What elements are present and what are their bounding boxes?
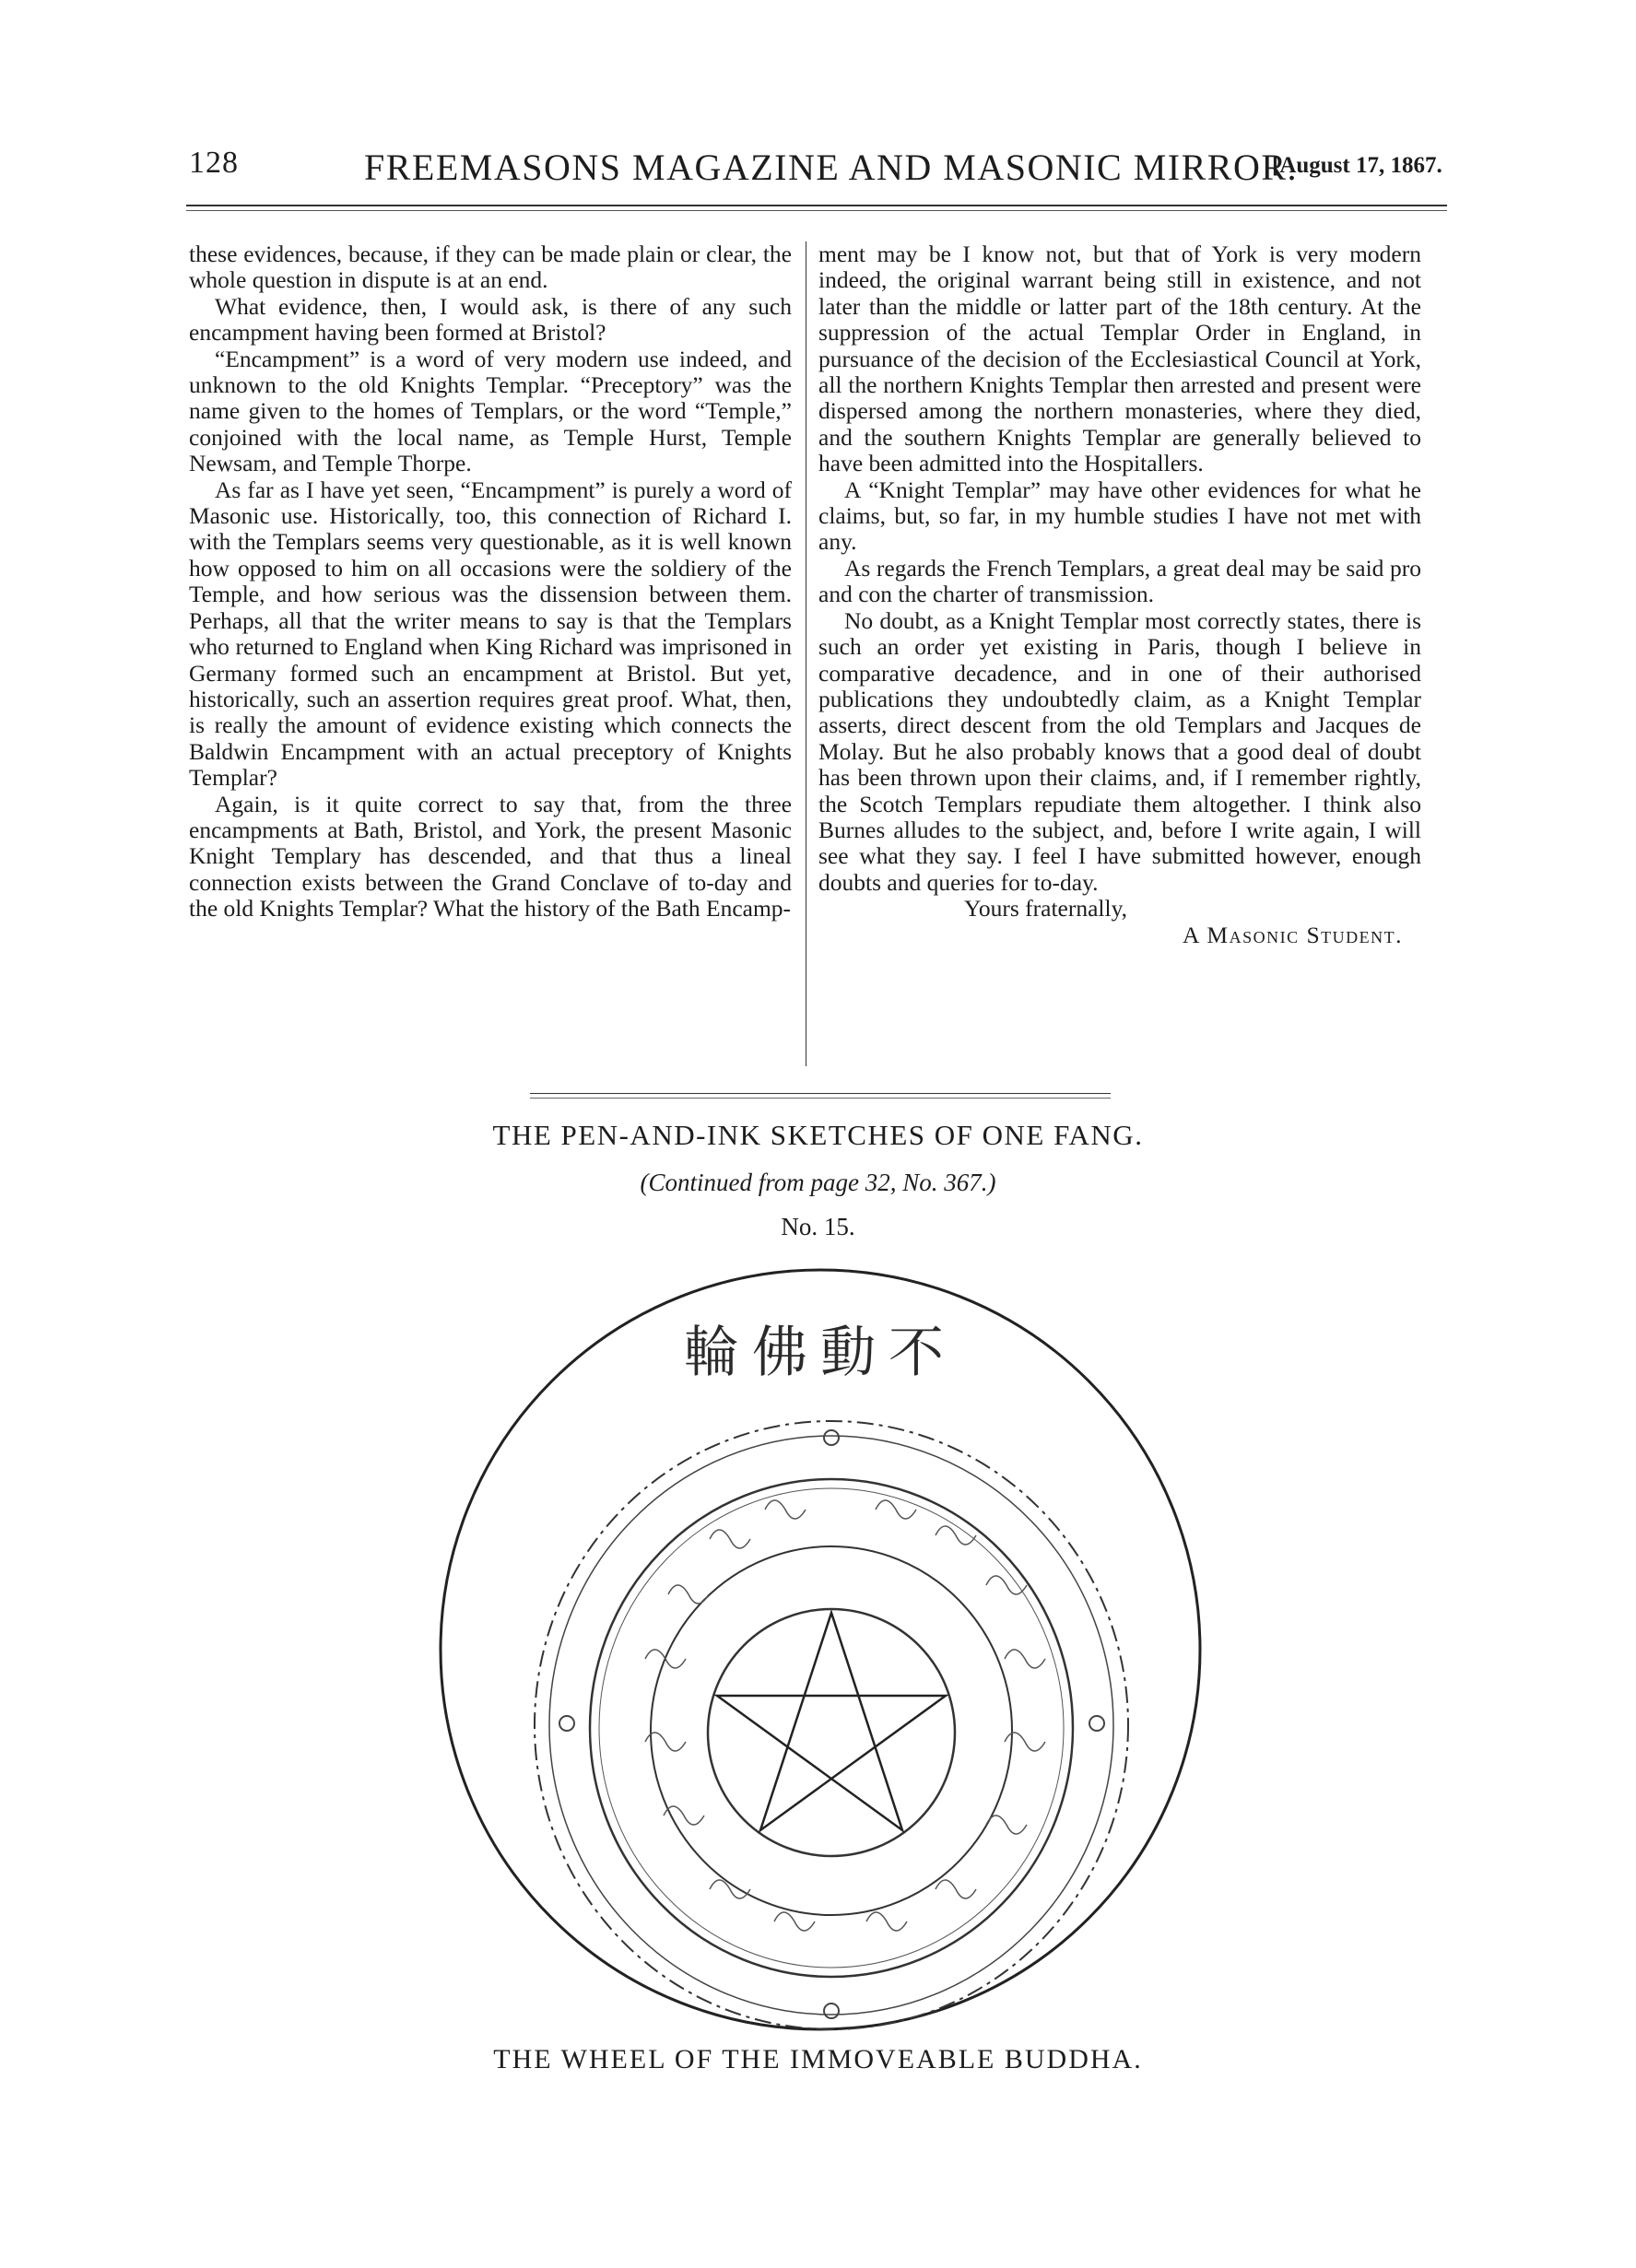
paragraph: As far as I have yet seen, “Encampment” is purely a word of Masonic use. Historically, too, this connection of Richard I. with the Templars seems very questionable, as it is well known how opposed to him on all occasions were the soldiery of the Temple, and how serious was the dissension between them. Perhaps, all that the writer means to say is that the Templars who returned to England when King Richard was imprisoned in Germany formed such an encampment at Bristol. But yet, historically, such an assertion requires great proof. What, then, is really the amount of evidence existing which connects the Baldwin Encampment with an actual preceptory of Knights Templar? [189, 476, 792, 792]
banner-characters: 輪佛動不 [684, 1321, 957, 1385]
left-column [189, 241, 792, 922]
valediction: Yours fraternally, [964, 895, 1128, 922]
paragraph: A “Knight Templar” may have other evidences for what he claims, but, so far, in my humble studies I have not met with any. [818, 476, 1421, 556]
ornamental-band-outer [535, 1421, 1128, 2029]
article-title: THE PEN-AND-INK SKETCHES OF ONE FANG. [492, 1119, 1144, 1151]
header-rule-thin [186, 210, 1447, 211]
issue-date: [August 17, 1867. [1272, 153, 1442, 178]
section-rule-thin [530, 1098, 1111, 1099]
section-rule [530, 1093, 1111, 1094]
article-number: No. 15. [781, 1213, 855, 1240]
script-ring-middle [651, 1546, 1012, 1915]
page-number: 128 [189, 146, 239, 180]
wheel-drawing [433, 1263, 1207, 2037]
right-column [818, 241, 1421, 948]
header-rule [186, 205, 1447, 206]
ornamental-band-inner-line [549, 1436, 1113, 2015]
pentagram-circle [708, 1609, 955, 1856]
script-ring-outer-inner [599, 1488, 1064, 1968]
script-ring-outer [590, 1479, 1073, 1977]
pentagram [717, 1613, 946, 1830]
medallion-ornaments [559, 1430, 1104, 2018]
continued-note: (Continued from page 32, No. 367.) [640, 1169, 996, 1196]
illustration-caption: THE WHEEL OF THE IMMOVEABLE BUDDHA. [493, 2044, 1143, 2074]
script-glyph-marks [645, 1500, 1045, 1931]
buddha-wheel-illustration [433, 1263, 1207, 2037]
paragraph: “Encampment” is a word of very modern use indeed, and unknown to the old Knights Templar. “Preceptory” was the name given to the homes of Templars, or the word “Temple,” conjoined with the local name, as Temple Hurst, Temple Newsam, and Temple Thorpe. [189, 345, 792, 477]
magazine-title: FREEMASONS MAGAZINE AND MASONIC MIRROR. [364, 147, 1299, 188]
paragraph: these evidences, because, if they can be made plain or clear, the whole question in dispute is at an end. [189, 241, 792, 294]
page-header [0, 146, 1636, 197]
paragraph: As regards the French Templars, a great deal may be said pro and con the charter of transmission. [818, 554, 1421, 608]
paragraph: Again, is it quite correct to say that, from the three encampments at Bath, Bristol, and York, the present Masonic Knight Templary has descended, and that thus a lineal connection exists between the Grand Conclave of to-day and the old Knights Templar? What the history of the Bath Encamp- [189, 790, 792, 922]
letter-signature: A Masonic Student. [1183, 921, 1403, 948]
paragraph: What evidence, then, I would ask, is there of any such encampment having been formed at Bristol? [189, 292, 792, 347]
paragraph: ment may be I know not, but that of York is very modern indeed, the original warrant being still in existence, and not later than the middle or latter part of the 18th century. At the suppression of the actual Templar Order in England, in pursuance of the decision of the Ecclesiastical Council at York, all the northern Knights Templar then arrested and present were dispersed among the northern monasteries, where they died, and the southern Knights Templar are generally believed to have been admitted into the Hospitallers. [818, 241, 1421, 477]
paragraph: No doubt, as a Knight Templar most correctly states, there is such an order yet existing in Paris, though I believe in comparative decadence, and in one of their authorised publications they undoubtedly claim, as a Knight Templar asserts, direct descent from the old Templars and Jacques de Molay. But he also probably knows that a good deal of doubt has been thrown upon their claims, and, if I remember rightly, the Scotch Templars repudiate them altogether. I think also Burnes alludes to the subject, and, before I write again, I will see what they say. I feel I have submitted however, enough doubts and queries for to-day. [818, 606, 1421, 896]
